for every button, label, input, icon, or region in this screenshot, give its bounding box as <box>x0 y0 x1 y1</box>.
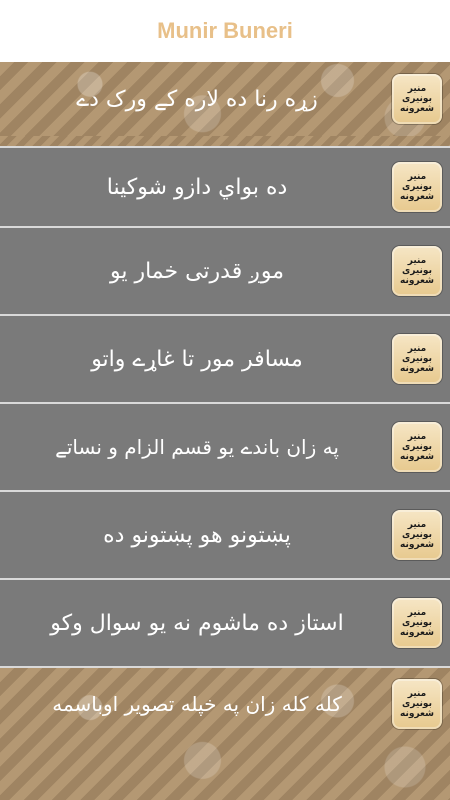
thumb-caption: منیر بونیری شعرونه <box>400 172 434 202</box>
list-item[interactable] <box>0 62 450 136</box>
thumb-caption: منیر بونیری شعرونه <box>400 689 434 719</box>
book-cover-icon <box>392 598 442 648</box>
list-item[interactable] <box>0 490 450 578</box>
thumb-caption: منیر بونیری شعرونه <box>400 608 434 638</box>
list-item-title: موږ قدرتی خمار يو <box>109 258 285 284</box>
book-cover-icon <box>392 246 442 296</box>
book-cover-icon <box>392 334 442 384</box>
book-cover-icon <box>392 679 442 729</box>
divider <box>0 136 450 146</box>
app-header <box>0 0 450 62</box>
list-item-title: استاز ده ماشوم نه يو سوال وكو <box>50 610 344 636</box>
list-item[interactable] <box>0 578 450 666</box>
book-cover-icon <box>392 162 442 212</box>
book-cover-icon <box>392 422 442 472</box>
list-item[interactable] <box>0 226 450 314</box>
list-item[interactable] <box>0 666 450 800</box>
book-cover-icon <box>392 510 442 560</box>
thumb-caption: منیر بونیری شعرونه <box>400 256 434 286</box>
thumb-caption: منیر بونیری شعرونه <box>400 344 434 374</box>
poem-list <box>0 62 450 800</box>
thumb-caption: منیر بونیری شعرونه <box>400 432 434 462</box>
app-title: Munir Buneri <box>157 18 293 43</box>
list-item-title: مسافر مور تا غاړے واتو <box>91 346 303 372</box>
list-item[interactable] <box>0 402 450 490</box>
list-item-title: په زان باندے يو قسم الزام و نساتے <box>55 435 339 459</box>
list-item-title: زړه رنا ده لاره کے ورک دے <box>76 86 318 112</box>
list-item[interactable] <box>0 146 450 226</box>
book-cover-icon <box>392 74 442 124</box>
list-item[interactable] <box>0 314 450 402</box>
list-item-title: پښتونو هو پښتونو ده <box>103 522 291 548</box>
list-item-title: كله كله زان په خپله تصوير اوباسمه <box>52 692 342 716</box>
thumb-caption: منیر بونیری شعرونه <box>400 84 434 114</box>
list-item-title: ده بواي دازو شوکينا <box>106 174 288 200</box>
thumb-caption: منیر بونیری شعرونه <box>400 520 434 550</box>
